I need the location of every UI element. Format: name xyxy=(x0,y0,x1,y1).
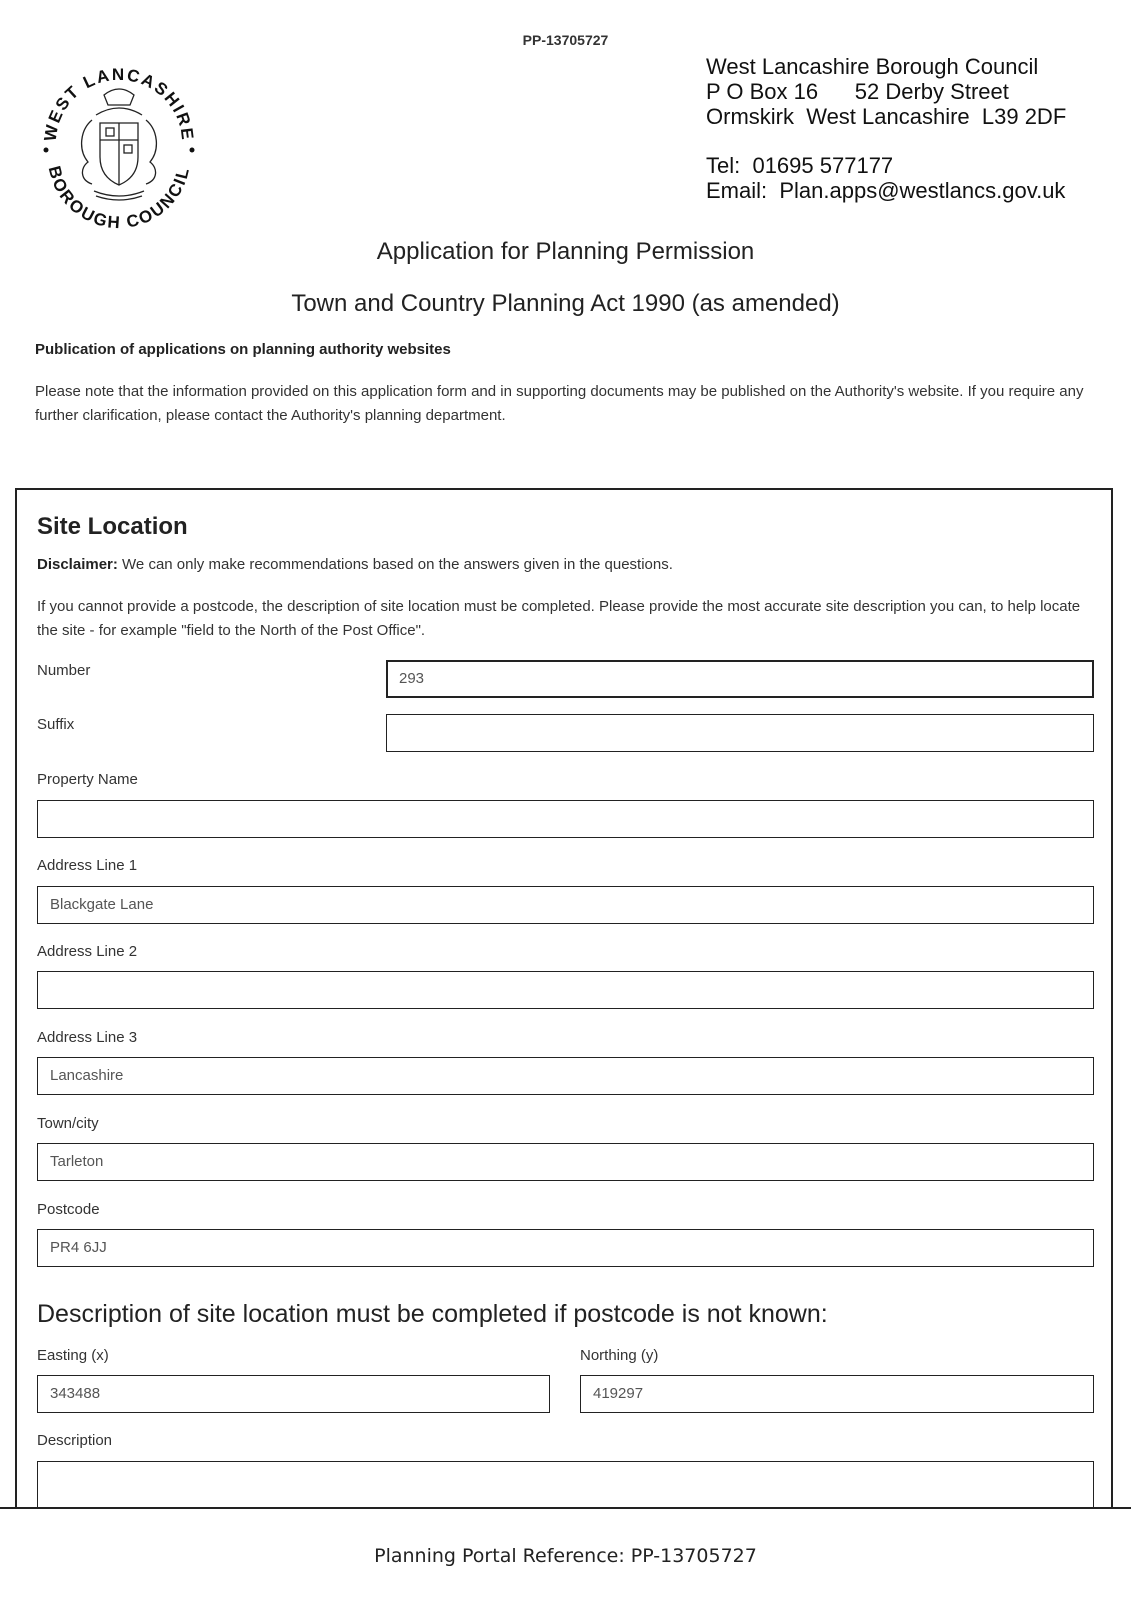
address-line2-field[interactable] xyxy=(37,971,1094,1009)
council-email: Email: Plan.apps@westlancs.gov.uk xyxy=(706,178,1066,203)
postcode-field[interactable]: PR4 6JJ xyxy=(37,1229,1094,1267)
property-name-label: Property Name xyxy=(37,771,138,788)
council-crest-logo xyxy=(34,55,204,235)
description-field[interactable] xyxy=(37,1461,1094,1507)
disclaimer-label: Disclaimer: xyxy=(37,556,118,573)
publication-text: Please note that the information provided on this application form and in supporting documents may be published on the Authority's website. If you require any further clarification, please contact the Authority's planning department. xyxy=(35,383,1084,424)
northing-field[interactable]: 419297 xyxy=(580,1375,1094,1413)
logo-text-top: WEST LANCASHIRE xyxy=(40,64,198,143)
description-heading: Description of site location must be completed if postcode is not known: xyxy=(37,1300,828,1328)
council-name: West Lancashire Borough Council xyxy=(706,54,1039,79)
town-city-field[interactable]: Tarleton xyxy=(37,1143,1094,1181)
description-label: Description xyxy=(37,1432,113,1449)
easting-label: Easting (x) xyxy=(37,1347,109,1364)
council-tel: Tel: 01695 577177 xyxy=(706,153,894,178)
site-location-note: If you cannot provide a postcode, the description of site location must be completed. Please provide the most accurate site description you can, to help locate the site - for example "field to the North of the Post Office". xyxy=(37,598,1081,639)
suffix-label: Suffix xyxy=(37,716,75,733)
council-address-line2: Ormskirk West Lancashire L39 2DF xyxy=(706,104,1067,129)
disclaimer-text: We can only make recommendations based on the answers given in the questions. xyxy=(117,556,673,573)
page-reference: PP-13705727 xyxy=(522,32,609,48)
council-address xyxy=(706,54,1066,203)
disclaimer xyxy=(37,556,673,573)
suffix-field[interactable] xyxy=(386,714,1094,752)
number-field[interactable]: 293 xyxy=(386,660,1094,698)
address-line1-label: Address Line 1 xyxy=(37,857,138,874)
northing-label: Northing (y) xyxy=(580,1347,659,1364)
number-label: Number xyxy=(37,662,91,679)
address-line1-field[interactable]: Blackgate Lane xyxy=(37,886,1094,924)
address-line3-label: Address Line 3 xyxy=(37,1029,138,1046)
council-address-line1: P O Box 16 52 Derby Street xyxy=(706,79,1009,104)
footer-divider xyxy=(0,1507,1131,1509)
form-subtitle: Town and Country Planning Act 1990 (as amended) xyxy=(291,290,840,317)
form-title: Application for Planning Permission xyxy=(376,238,755,265)
town-city-label: Town/city xyxy=(37,1115,99,1132)
footer-reference: Planning Portal Reference: PP-13705727 xyxy=(374,1545,757,1567)
section-title: Site Location xyxy=(37,513,188,540)
property-name-field[interactable] xyxy=(37,800,1094,838)
address-line2-label: Address Line 2 xyxy=(37,943,138,960)
publication-heading: Publication of applications on planning authority websites xyxy=(35,341,451,358)
address-line3-field[interactable]: Lancashire xyxy=(37,1057,1094,1095)
easting-field[interactable]: 343488 xyxy=(37,1375,550,1413)
logo-text-bottom: BOROUGH COUNCIL xyxy=(44,164,194,233)
postcode-label: Postcode xyxy=(37,1201,100,1218)
